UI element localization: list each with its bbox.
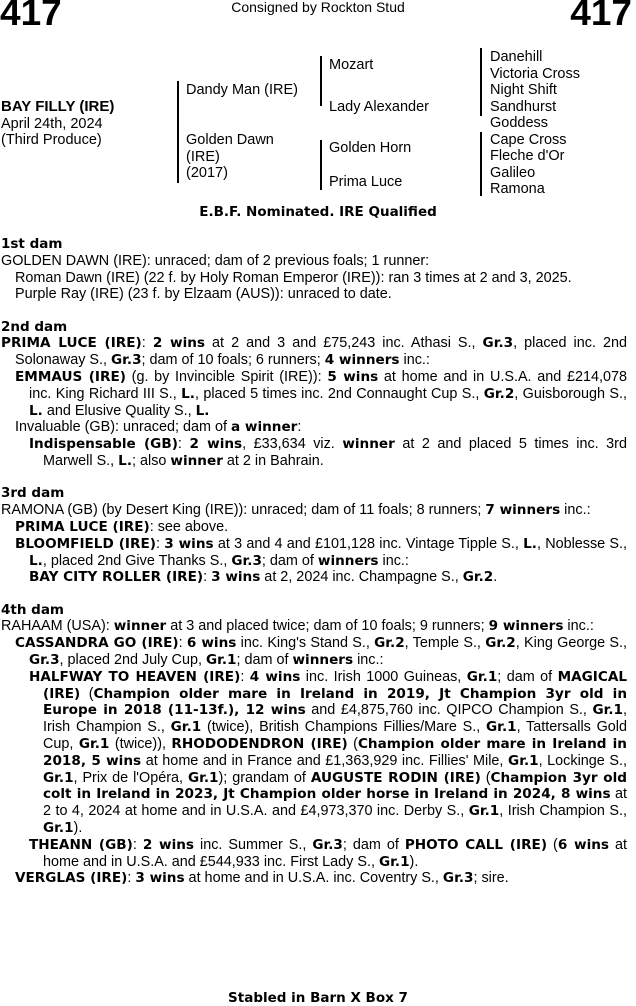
section-heading: 3rd dam xyxy=(1,485,65,502)
stable-location: Stabled in Barn X Box 7 xyxy=(228,990,408,1006)
pedigree-bracket-3c xyxy=(480,132,482,166)
foaling-date: April 24th, 2024 xyxy=(1,115,103,132)
pedigree-bracket-2b xyxy=(320,140,322,190)
section-heading: 4th dam xyxy=(1,601,64,618)
sire: Dandy Man (IRE) xyxy=(186,82,299,98)
dam: Golden Dawn (IRE) (2017) xyxy=(186,132,274,181)
pedigree-bracket-2a xyxy=(320,56,322,106)
pedigree-third-generation: Danehill Victoria Cross Night Shift Sandhurst Goddess Cape Cross Fleche d'Or Galileo Ramona xyxy=(490,49,580,197)
consignor: Consigned by Rockton Stud xyxy=(231,0,405,15)
horse-name: BAY FILLY (IRE) xyxy=(1,98,115,115)
produce-note: (Third Produce) xyxy=(1,132,102,148)
section-heading: 2nd dam xyxy=(1,318,68,335)
pedigree-bracket-3b xyxy=(480,82,482,116)
catalogue-page: 1st dam GOLDEN DAWN (IRE): unraced; dam of 2 previous foals; 1 runner: Roman Dawn (IRE) (22 f. by Holy Roman Emperor (IRE)): ran 3 times at 2 and 3, 2025. Purple Ray (IRE) (23 f. by Elzaam (AUS)): unraced to date. 2nd dam PRIMA LUCE (IRE): 2 wins at 2 and 3 and £75,243 inc. Athasi S., Gr.3, placed inc. 2nd Solonaway S., Gr.3; dam of 10 foals; 6 runners; 4 winners inc.: EMMAUS (IRE) (g. by Invincible Spirit (IRE)): 5 wins at home and in U.S.A. and £214,078 inc. King Richard III S., L., placed 5 times inc. 2nd Connaught Cup S., Gr.2, Guisborough S., L. and Elusive Quality S., L. Invaluable (GB): unraced; dam of a winner: Indispensable (GB): 2 wins, £33,634 viz. winner at 2 and placed 5 times inc. 3rd Marwell S., L.; also winner at 2 in Bahrain. 3rd dam RAMONA (GB) (by Desert King (IRE)): unraced; dam of 11 foals; 8 runners; 7 winners inc.: PRIMA LUCE (IRE): see above. BLOOMFIELD (IRE): 3 wins at 3 and 4 and £101,128 inc. Vintage Tipple S., L., Noblesse S., L., placed 2nd Give Thanks S., Gr.3; dam of winners inc.: BAY CITY ROLLER (IRE): 3 wins at 2, 2024 inc. Champagne S., Gr.2. 4th dam RAHAAM (USA): winner at 3 and placed twice; dam of 10 foals; 9 runners; 9 winners inc.: CASSANDRA GO (IRE): 6 wins inc. King's Stand S., Gr.2, Temple S., Gr.2, King George S., Gr.3, placed 2nd July Cup, Gr.1; dam of winners inc.: HALFWAY TO HEAVEN (IRE): 4 wins inc. Irish 1000 Guineas, Gr.1; dam of MAGICAL (IRE) (Champion older mare in Ireland in 2019, Jt Champion 3yr old in Europe in 2018 (11-13f.), 12 wins and £4,875,760 inc. QIPCO Champion S., Gr.1, Irish Champion S., Gr.1 (twice), British Champions Fillies/Mare S., Gr.1, Tattersalls Gold Cup, Gr.1 (twice)), RHODODENDRON (IRE) (Champion older mare in Ireland in 2018, 5 wins at home and in France and £1,363,929 inc. Fillies' Mile, Gr.1, Lockinge S., Gr.1, Prix de l'Opéra, Gr.1); grandam of AUGUSTE RODIN (IRE) (Champion 3yr old colt in Ireland in 2023, Jt Champion older horse in Ireland in 2024, 8 wins at 2 to 4, 2024 at home and in U.S.A. and £4,973,370 inc. Derby S., Gr.1, Irish Champion S., Gr.1). THEANN (GB): 2 wins inc. Summer S., Gr.3; dam of PHOTO CALL (IRE) (6 wins at home and in U.S.A. and £544,933 inc. First Lady S., Gr.1). VERGLAS (IRE): 3 wins at home and in U.S.A. inc. Coventry S., Gr.3; sire. xyxy=(1,236,628,887)
sire-dam: Lady Alexander xyxy=(329,99,429,115)
horse-header xyxy=(1,99,114,149)
lot-number-left: 417 xyxy=(0,0,62,33)
dam-dam: Prima Luce xyxy=(329,174,403,190)
section-heading: 1st dam xyxy=(1,236,63,252)
dam-sire: Golden Horn xyxy=(329,140,412,156)
eligibility-line: E.B.F. Nominated. IRE Qualified xyxy=(199,204,437,220)
pedigree-bracket-3d xyxy=(480,166,482,196)
pedigree-bracket-1 xyxy=(177,81,179,183)
lot-number-right: 417 xyxy=(570,0,632,33)
pedigree-bracket-3a xyxy=(480,48,482,82)
sire-sire: Mozart xyxy=(329,57,374,73)
